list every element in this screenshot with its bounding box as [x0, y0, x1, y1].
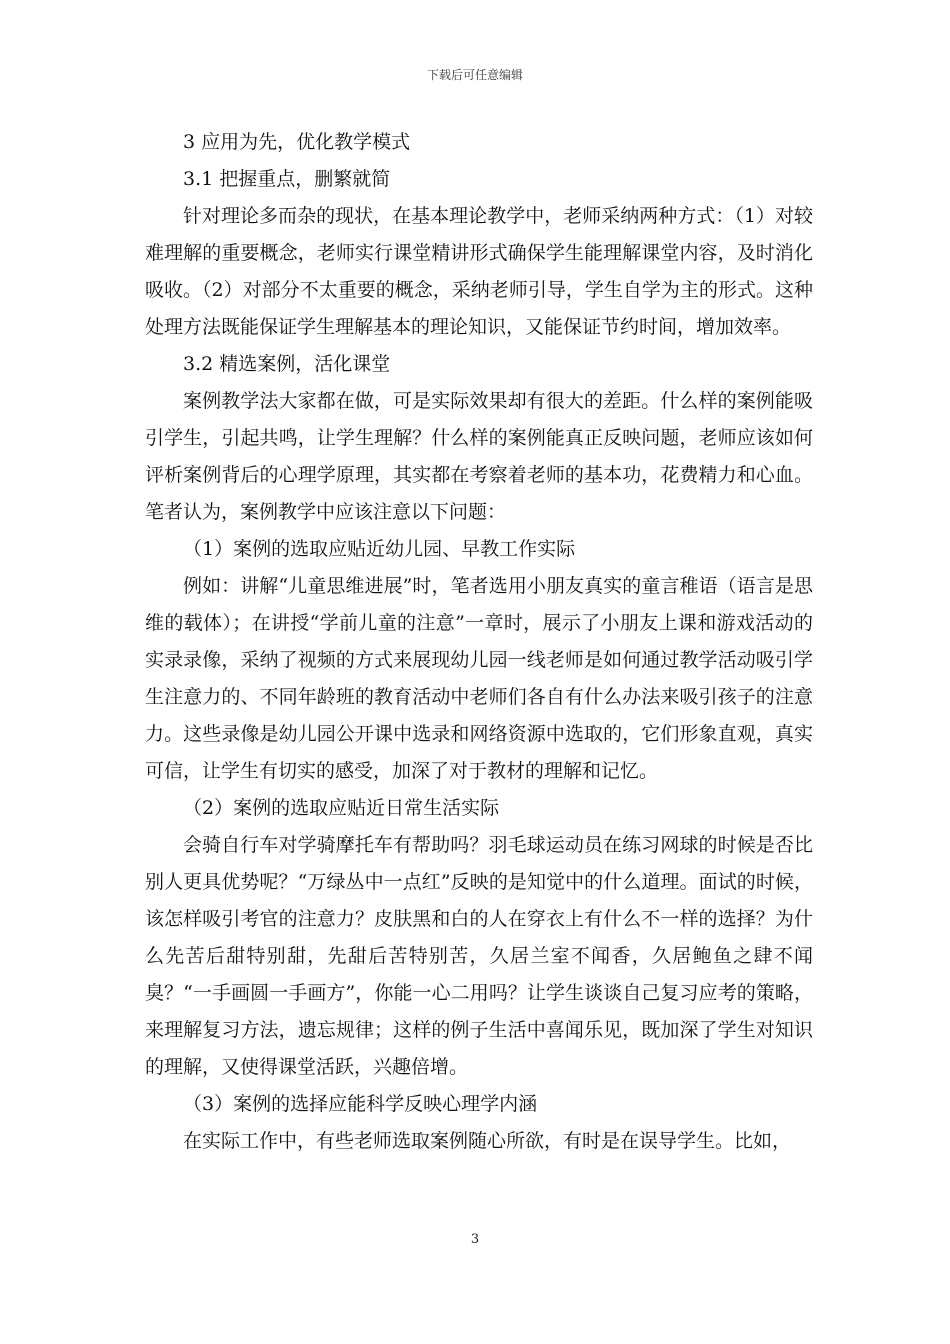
paragraph-example-kindergarten: 例如：讲解“儿童思维进展”时，笔者选用小朋友真实的童言稚语（语言是思维的载体）；在讲授“学前儿童的注意”一章时，展示了小朋友上课和游戏活动的实录录像，采纳了视频的方式来展现幼儿园一线老师是如何通过教学活动吸引学生注意力的、不同年龄班的教育活动中老师们各自有什么办法来吸引孩子的注意力。这些录像是幼儿园公开课中选录和网络资源中选取的，它们形象直观，真实可信，让学生有切实的感受，加深了对于教材的理解和记忆。 — [145, 575, 813, 782]
section-heading-3: 3 应用为先，优化教学模式 — [183, 131, 411, 153]
page-header: 下载后可任意编辑 — [426, 68, 523, 82]
list-heading-3: （3）案例的选择应能科学反映心理学内涵 — [183, 1093, 538, 1115]
paragraph-practice: 在实际工作中，有些老师选取案例随心所欲，有时是在误导学生。比如， — [183, 1130, 792, 1152]
page-number: 3 — [470, 1232, 480, 1247]
paragraph-case-teaching: 案例教学法大家都在做，可是实际效果却有很大的差距。什么样的案例能吸引学生，引起共鸣，让学生理解？什么样的案例能真正反映问题，老师应该如何评析案例背后的心理学原理，其实都在考察着老师的基本功，花费精力和心血。笔者认为，案例教学中应该注意以下问题： — [145, 390, 813, 523]
list-heading-1: （1）案例的选取应贴近幼儿园、早教工作实际 — [183, 538, 576, 560]
subsection-heading-3-2: 3.2 精选案例，活化课堂 — [183, 353, 391, 375]
subsection-heading-3-1: 3.1 把握重点，删繁就简 — [183, 168, 391, 190]
list-heading-2: （2）案例的选取应贴近日常生活实际 — [183, 797, 500, 819]
body-text — [145, 124, 813, 1160]
paragraph-daily-life: 会骑自行车对学骑摩托车有帮助吗？羽毛球运动员在练习网球的时候是否比别人更具优势呢？“万绿丛中一点红”反映的是知觉中的什么道理。面试的时候，该怎样吸引考官的注意力？皮肤黑和白的人在穿衣上有什么不一样的选择？为什么先苦后甜特别甜，先甜后苦特别苦，久居兰室不闻香，久居鲍鱼之肆不闻臭？“一手画圆一手画方”，你能一心二用吗？让学生谈谈自己复习应考的策略，来理解复习方法，遗忘规律；这样的例子生活中喜闻乐见，既加深了学生对知识的理解，又使得课堂活跃，兴趣倍增。 — [145, 834, 813, 1078]
paragraph-theory-teaching: 针对理论多而杂的现状，在基本理论教学中，老师采纳两种方式：（1）对较难理解的重要概念，老师实行课堂精讲形式确保学生能理解课堂内容，及时消化吸收。（2）对部分不太重要的概念，采纳老师引导，学生自学为主的形式。这种处理方法既能保证学生理解基本的理论知识，又能保证节约时间，增加效率。 — [145, 205, 813, 338]
